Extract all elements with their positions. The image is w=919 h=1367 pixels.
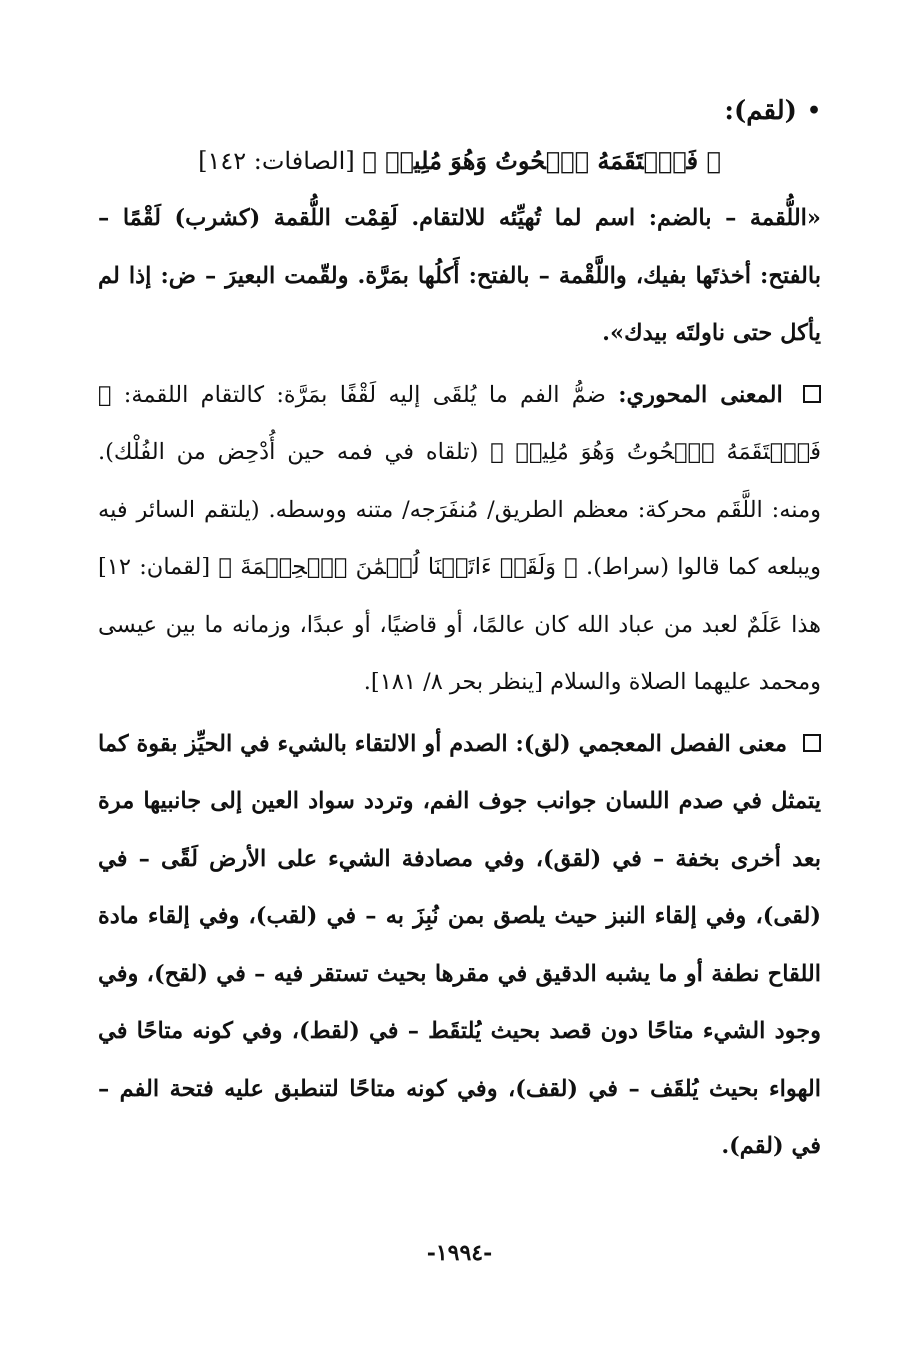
lexicon-quote: «اللُّقمة – بالضم: اسم لما تُهيِّئه للالتقام. لَقِمْت اللُّقمة (كشرب) لَقْمًا – بالفتح: أخذتَها بفيك، واللَّقْمة – بالفتح: أَكلُها بمَرَّة. ولقّمت البعيرَ – ض: إذا لم يأكل حتى ناولتَه بيدك». <box>98 205 821 346</box>
verse-text: ﴿ فَٱلۡتَقَمَهُ ٱلۡحُوتُ وَهُوَ مُلِيمٞ ﴾ <box>362 146 721 175</box>
page-number: -١٩٩٤- <box>426 1240 493 1266</box>
lexical-meaning-label: معنى الفصل المعجمي (لق): <box>515 730 788 757</box>
page-content <box>98 88 821 1180</box>
core-meaning-text: ضمُّ الفم ما يُلقَى إليه لَقْفًا بمَرَّة: كالتقام اللقمة: ﴿ فَٱلۡتَقَمَهُ ٱلۡحُوتُ وَهُوَ مُلِيمٞ ﴾ (تلقاه في فمه حين أُدْحِض من الفُلْك). ومنه: اللَّقَم محركة: معظم الطريق/ مُنفَرَجه/ متنه ووسطه. (يلتقم السائر فيه ويبلعه كما قالوا (سراط). ﴿ وَلَقَدۡ ءَاتَيۡنَا لُقۡمَٰنَ ٱلۡحِكۡمَةَ ﴾ [لقمان: ١٢] هذا عَلَمٌ لعبد من عباد الله كان عالمًا، أو قاضيًا، أو عبدًا، وزمانه ما بين عيسى ومحمد عليهما الصلاة والسلام [ينظر بحر ٨/ ١٨١]. <box>98 381 821 695</box>
bullet-icon: • <box>806 98 821 124</box>
core-meaning-label: المعنى المحوري: <box>618 381 783 408</box>
square-bullet-icon <box>803 734 821 752</box>
square-bullet-icon <box>803 385 821 403</box>
entry-heading <box>98 88 821 134</box>
lexical-meaning-text: الصدم أو الالتقاء بالشيء في الحيِّز بقوة كما يتمثل في صدم اللسان جوانب جوف الفم، وتردد سواد العين إلى جانبيها مرة بعد أخرى بخفة – في (لقق)، وفي مصادفة الشيء على الأرض لَقًى – في (لقى)، وفي إلقاء النبز حيث يلصق بمن نُبِزَ به – في (لقب)، وفي إلقاء مادة اللقاح نطفة أو ما يشبه الدقيق في مقرها بحيث تستقر فيه – في (لقح)، وفي وجود الشيء متاحًا دون قصد بحيث يُلتقَط – في (لقط)، وفي كونه متاحًا في الهواء بحيث يُلقَف – في (لقف)، وفي كونه متاحًا لتنطبق عليه فتحة الفم – في (لقم). <box>98 730 821 1159</box>
lexical-meaning-paragraph <box>98 716 821 1176</box>
verse-reference: [الصافات: ١٤٢] <box>198 147 355 175</box>
core-meaning-paragraph <box>98 367 821 712</box>
quran-verse <box>98 138 821 184</box>
root-word: (لقم): <box>724 96 797 126</box>
